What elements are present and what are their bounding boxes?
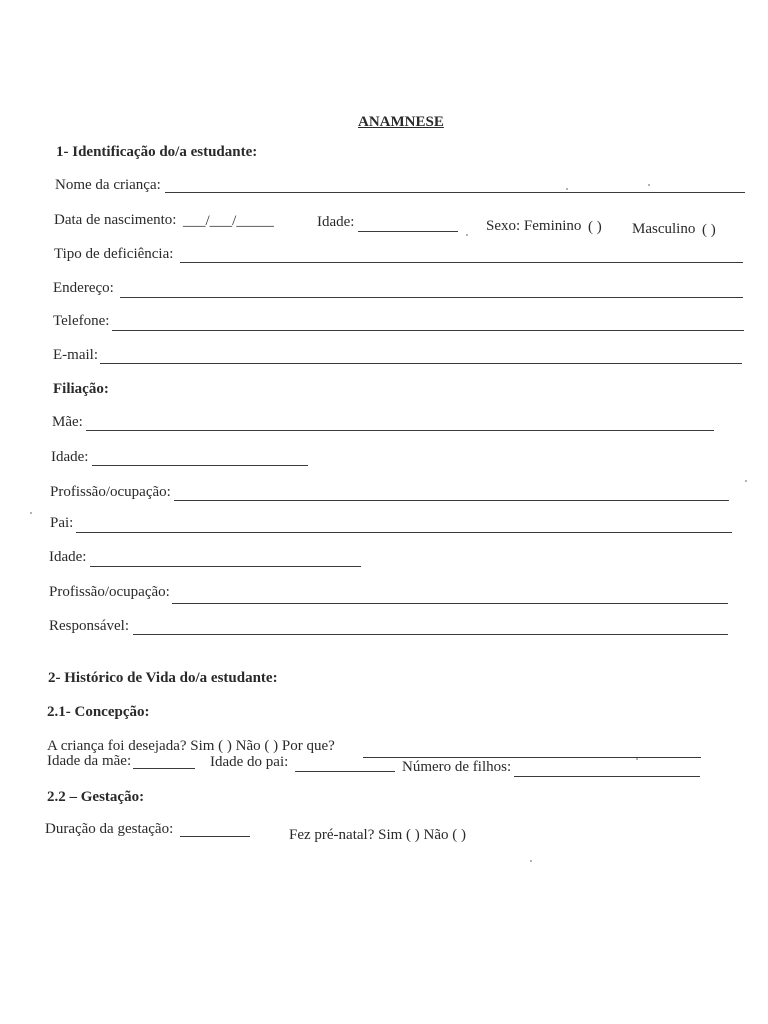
section-1-heading: 1- Identificação do/a estudante:: [56, 144, 258, 160]
data-nascimento-label: Data de nascimento:: [54, 212, 177, 228]
idade-pai-label: Idade:: [49, 549, 87, 565]
profissao-mae-label: Profissão/ocupação:: [50, 484, 171, 500]
scan-speck: [566, 188, 568, 190]
idade-pai-concepcao-label: Idade do pai:: [210, 754, 289, 770]
sexo-feminino-label: Sexo: Feminino: [486, 218, 582, 234]
telefone-line: [112, 330, 744, 331]
responsavel-line: [133, 634, 728, 635]
endereco-label: Endereço:: [53, 280, 114, 296]
pai-label: Pai:: [50, 515, 74, 531]
section-2-heading: 2- Histórico de Vida do/a estudante:: [48, 670, 278, 686]
masculino-checkbox: ( ): [702, 222, 716, 238]
scan-speck: [636, 758, 638, 760]
scan-speck: [30, 512, 32, 514]
email-line: [100, 363, 742, 364]
idade-pai-concepcao-line: [295, 771, 395, 772]
mae-line: [86, 430, 714, 431]
nome-label: Nome da criança:: [55, 177, 161, 193]
scan-speck: [530, 860, 532, 862]
pai-line: [76, 532, 732, 533]
profissao-mae-line: [174, 500, 729, 501]
prenatal-question: Fez pré-natal? Sim ( ) Não ( ): [289, 827, 467, 843]
gestacao-heading: 2.2 – Gestação:: [47, 789, 145, 805]
idade-mae-concepcao-label: Idade da mãe:: [47, 753, 132, 769]
idade-mae-label: Idade:: [51, 449, 89, 465]
idade-pai-line: [90, 566, 361, 567]
scan-speck: [466, 234, 468, 236]
scan-speck: [745, 480, 747, 482]
scan-speck: [648, 184, 650, 186]
idade-line: [358, 231, 458, 232]
mae-label: Mãe:: [52, 414, 83, 430]
endereco-line: [120, 297, 743, 298]
data-nascimento-blank: ___/___/_____: [183, 213, 274, 229]
feminino-checkbox: ( ): [588, 219, 602, 235]
duracao-gestacao-label: Duração da gestação:: [45, 821, 174, 837]
telefone-label: Telefone:: [53, 313, 110, 329]
tipo-deficiencia-line: [180, 262, 743, 263]
profissao-pai-label: Profissão/ocupação:: [49, 584, 170, 600]
duracao-gestacao-line: [180, 836, 250, 837]
concepcao-heading: 2.1- Concepção:: [47, 704, 150, 720]
form-title: ANAMNESE: [358, 114, 444, 130]
tipo-deficiencia-label: Tipo de deficiência:: [54, 246, 174, 262]
crianca-desejada-question: A criança foi desejada? Sim ( ) Não ( ) Por que?: [47, 738, 335, 754]
idade-mae-line: [92, 465, 308, 466]
numero-filhos-line: [514, 776, 700, 777]
numero-filhos-label: Número de filhos:: [402, 759, 512, 775]
filiacao-heading: Filiação:: [53, 381, 109, 397]
email-label: E-mail:: [53, 347, 98, 363]
idade-mae-concepcao-line: [133, 768, 195, 769]
responsavel-label: Responsável:: [49, 618, 129, 634]
profissao-pai-line: [172, 603, 728, 604]
masculino-label: Masculino: [632, 221, 696, 237]
nome-line: [165, 192, 745, 193]
idade-label: Idade:: [317, 214, 355, 230]
